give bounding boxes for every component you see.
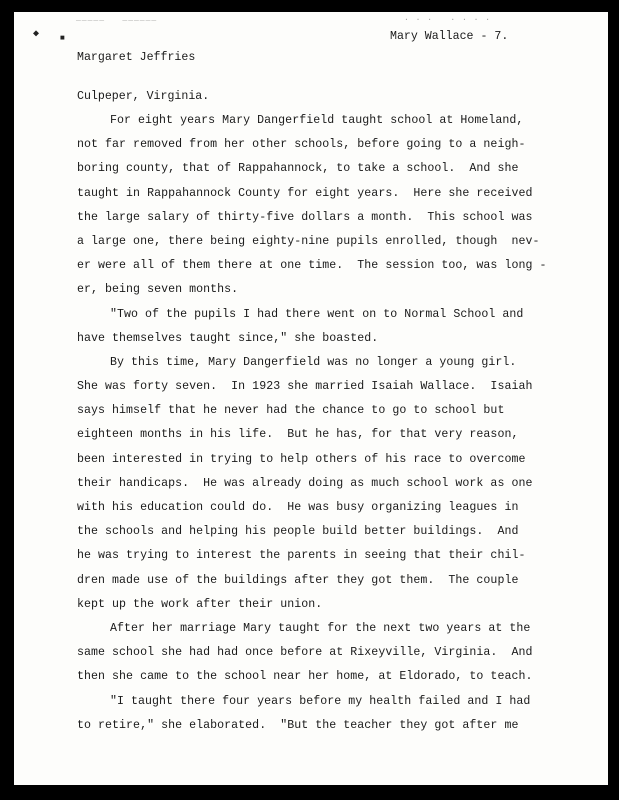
body-line: For eight years Mary Dangerfield taught school at Homeland, — [110, 114, 524, 127]
body-line: boring county, that of Rappahannock, to take a school. And she — [77, 162, 519, 176]
ink-blot-mark: ◆ — [33, 29, 40, 40]
body-line: "Two of the pupils I had there went on to Normal School and — [110, 307, 524, 321]
body-line: then she came to the school near her home, at Eldorado, to teach. — [77, 670, 533, 684]
body-line: er were all of them there at one time. The session too, was long - — [77, 259, 547, 273]
body-text — [77, 109, 597, 738]
body-line: dren made use of the buildings after they got them. The couple — [77, 573, 519, 587]
page-label: Mary Wallace - 7. — [390, 30, 509, 43]
author-name: Margaret Jeffries — [77, 51, 196, 64]
body-line: to retire," she elaborated. "But the teacher they got after me — [77, 718, 519, 732]
body-line: She was forty seven. In 1923 she married Isaiah Wallace. Isaiah — [77, 380, 533, 394]
body-line: After her marriage Mary taught for the next two years at the — [110, 621, 531, 635]
body-line: taught in Rappahannock County for eight years. Here she received — [77, 186, 533, 200]
body-line: says himself that he never had the chance to go to school but — [77, 404, 505, 418]
body-line: "I taught there four years before my health failed and I had — [110, 694, 531, 708]
body-line: er, being seven months. — [77, 283, 239, 297]
body-line: have themselves taught since," she boasted. — [77, 331, 379, 345]
body-line: the schools and helping his people build better buildings. And — [77, 525, 519, 539]
faint-bleed-through-text-right: . . . . . . . — [404, 14, 492, 23]
body-line: their handicaps. He was already doing as much school work as one — [77, 476, 533, 490]
faint-bleed-through-text-left: _____ ______ — [76, 14, 158, 23]
body-line: By this time, Mary Dangerfield was no longer a young girl. — [110, 355, 517, 369]
typewritten-page — [14, 12, 608, 785]
author-location: Culpeper, Virginia. — [77, 90, 210, 103]
body-line: same school she had had once before at Rixeyville, Virginia. And — [77, 646, 533, 660]
body-line: he was trying to interest the parents in seeing that their chil- — [77, 549, 526, 563]
body-line: kept up the work after their union. — [77, 597, 323, 611]
body-line: a large one, there being eighty-nine pupils enrolled, though nev- — [77, 234, 540, 248]
body-line: eighteen months in his life. But he has, for that very reason, — [77, 428, 519, 442]
body-line: with his education could do. He was busy organizing leagues in — [77, 501, 519, 514]
body-line: not far removed from her other schools, before going to a neigh- — [77, 138, 526, 152]
body-line: the large salary of thirty-five dollars a month. This school was — [77, 210, 533, 224]
bullet-mark: ■ — [60, 34, 65, 43]
body-line: been interested in trying to help others of his race to overcome — [77, 452, 526, 466]
